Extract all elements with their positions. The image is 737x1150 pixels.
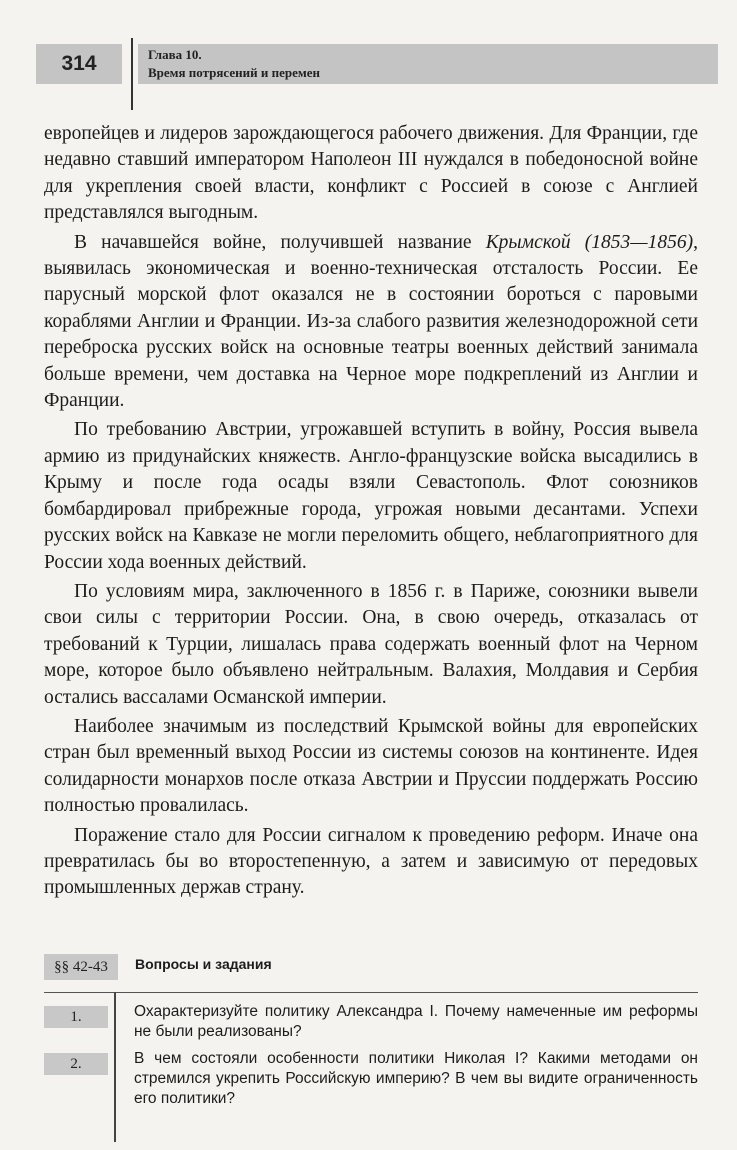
chapter-title: Время потрясений и перемен [148, 65, 320, 80]
header-divider [131, 38, 133, 110]
paragraph-1: европейцев и лидеров зарождающегося рабочего движения. Для Франции, где недавно ставший императором Наполеон III нуждался в победоносной войне для укрепления своей власти, конфликт с Россией в союзе с Англией представлялся выгодным. [44, 123, 698, 224]
paragraph-3: По требованию Австрии, угрожавшей вступить в войну, Россия вывела армию из придунайских княжеств. Англо-французские войска высадились в Крыму и после года осады взяли Севастополь. Флот союзников бомбардировал прибрежные города, угрожая новыми десантами. Успехи русских войск на Кавказе не могли переломить общего, неблагоприятного для России хода военных действий. [44, 419, 698, 573]
page-header [20, 38, 718, 90]
page-number: 314 [36, 44, 122, 84]
chapter-label: Глава 10. [148, 47, 202, 62]
paragraph-2-start: В начавшейся войне, получившей название [74, 231, 486, 253]
sections-badge: §§ 42-43 [44, 954, 118, 980]
question-text: Охарактеризуйте политику Александра I. Почему намеченные им реформы не были реализованы? [134, 1003, 698, 1040]
paragraph-2-end: , выявилась экономическая и военно-техническая отсталость России. Ее парусный морской флот оказался не в состоянии бороться с паровыми кораблями Англии и Франции. Из-за слабого развития железнодорожной сети переброска русских войск на основные театры военных действий занимала больше времени, чем доставка на Черное море подкреплений из Англии и Франции. [44, 231, 698, 412]
paragraph-2 [44, 230, 698, 415]
crimean-war-term: Крымской (1853—1856) [485, 231, 694, 253]
questions-heading: Вопросы и задания [135, 956, 272, 972]
paragraph-6: Поражение стало для России сигналом к проведению реформ. Иначе она превратилась бы во второстепенную, а затем и зависимую от передовых промышленных держав страну. [44, 824, 698, 899]
paragraph-5: Наиболее значимым из последствий Крымской войны для европейских стран был временный выход России из системы союзов на континенте. Идея солидарности монархов после отказа Австрии и Пруссии поддержать Россию полностью провалилась. [44, 715, 698, 817]
body-text [44, 121, 698, 902]
questions-vertical-rule [114, 992, 116, 1142]
question-number: 1. [44, 1006, 108, 1028]
questions-rule [44, 992, 698, 993]
question-text: В чем состояли особенности политики Николая I? Какими методами он стремился укрепить Российскую империю? В чем вы видите ограниченность его политики? [134, 1050, 698, 1107]
chapter-banner [138, 44, 718, 84]
question-number: 2. [44, 1053, 108, 1075]
paragraph-4: По условиям мира, заключенного в 1856 г. в Париже, союзники вывели свои силы с территории России. Она, в свою очередь, отказалась от требований к Турции, лишалась права содержать военный флот на Черном море, которое было объявлено нейтральным. Валахия, Молдавия и Сербия остались вассалами Османской империи. [44, 580, 698, 708]
